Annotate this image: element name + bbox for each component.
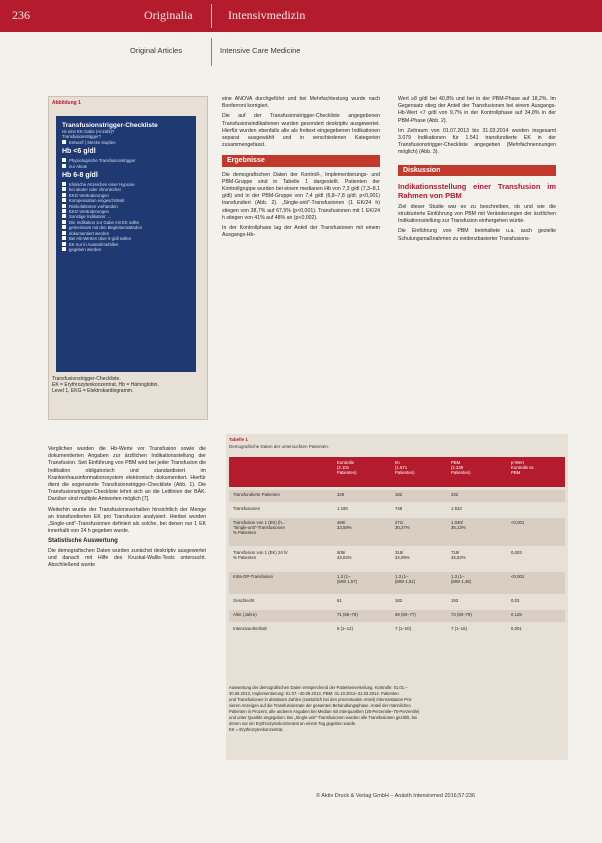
table-cell: Intensivaufenthalt (233, 626, 267, 631)
note-line: Patienten in Prozent, alle anderen Angaben bei Median mit Interquartilen (25-Perzentile–75-Perzentile) (229, 709, 420, 714)
checklist-item: Entwurf | Stecke stopfen (62, 140, 190, 145)
sub-label-right: Intensive Care Medicine (220, 46, 301, 55)
table-cell: 73 (60–79) (451, 612, 472, 617)
table-cell: Transfusion von 1 (EK) 24 h/ % Patienten (233, 550, 288, 560)
paragraph: Die Einführung von PBM beinhaltete u.a. auch gezielte Schulungsmaßnahmen zu evidenzbasierter Transfusions- (398, 228, 556, 242)
checklist-item: EKG-Veränderungen (62, 209, 190, 214)
checklist-item: Physiologische Transfusionstrigger (62, 158, 190, 163)
checkbox-icon (62, 214, 66, 218)
table-cell: 0,001 (511, 626, 522, 631)
table-row (229, 572, 565, 594)
table-cell: 271/ 30,27% (395, 520, 410, 530)
table-cell: <0,001 (511, 520, 525, 525)
sub-divider (211, 38, 212, 66)
checkbox-icon (62, 242, 66, 246)
column-header: Kontrolle (2.101 Patienten) (337, 460, 357, 475)
table-cell: 193 (451, 598, 459, 603)
checkbox-icon (62, 209, 66, 213)
checkbox-icon (62, 187, 66, 191)
note-line: Auswertung der demografischen Daten entsprechend der Patientenverteilung. Kontrolle: 01.01.– (229, 685, 408, 690)
table-cell: Transfusionen (233, 506, 261, 511)
paragraph: Die demografischen Daten der Kontroll-, Implementierungs- und PBM-Gruppe sind in Tabelle 1 dargestellt. Patienten der Kontrollgruppe wurden bei einem medianen Hb von 7,3 g/dl (7,3–8,1 g/dl) und in der PBM-Gruppe von 7,4 g/dl (6,8–7,8 g/dl; p<0,001) transfundiert (Abb. 2). „Single-unit"-Transfusionen (1 EK/24 h) stiegen von 38,7% auf 67,5% (p<0,001). Transfusionen mit 1 EK/24 h stiegen von 41% auf 48% an (p<0,002). (222, 171, 380, 221)
section-heading: Statistische Auswertung (48, 538, 118, 545)
table-row (229, 596, 565, 608)
table-cell: 7 (1–20) (395, 626, 412, 631)
table-cell: 315/ 34,09% (395, 550, 410, 560)
note-line: vieren Anzeigen auf die Transfusionsrate der gesamten Behandlungsphase. Anteil der männlichen (229, 703, 411, 708)
table-cell: <0,001 (511, 574, 525, 579)
table-row (229, 518, 565, 546)
checklist-title: Transfusionstrigger-Checkliste (62, 122, 158, 129)
checklist-item: bei akuter oder chronischer (62, 187, 190, 192)
checklist-subtitle: Ist eine EK-Gabe (Anzahl)? (62, 129, 115, 134)
figure-caption (52, 376, 202, 394)
checkbox-icon (62, 225, 66, 229)
table-cell: Geschlecht (233, 598, 255, 603)
table-row (229, 624, 565, 636)
column-header: p-Wert Kontrolle vs. PBM (511, 460, 535, 475)
table-row (229, 548, 565, 570)
table-cell: 0,003 (511, 550, 522, 555)
table-row (229, 490, 565, 502)
table-cell: 719/ 45,52% (451, 550, 466, 560)
column-header: IIn (1.571 Patienten) (395, 460, 415, 475)
sub-label-left: Original Articles (130, 46, 183, 55)
checklist-threshold: Hb <6 g/dl (62, 148, 96, 156)
checkbox-icon (62, 247, 66, 251)
table-row (229, 610, 565, 622)
table-cell: 7 (1–16) (451, 626, 468, 631)
checkbox-icon (62, 158, 66, 162)
checklist-item: Kompensation eingeschränkt (62, 198, 190, 203)
subsection-heading: Indikationsstellung einer Transfusion im Rahmen von PBM (398, 181, 556, 200)
left-column (48, 446, 206, 572)
table-cell: Transfundierte Patienten (233, 492, 280, 497)
table-row (229, 504, 565, 516)
paragraph: Die auf der Transfusionstrigger-Checkliste angegebenen Transfusionsindikationen wurden gesondert deskriptiv ausgewertet. Hierfür wurden ebenfalls alle als freitext eingegebenen Indikationen separat ausgewählt und in verschiedenen Kategorien zusammengefasst. (222, 113, 380, 149)
checkbox-icon (62, 204, 66, 208)
checkbox-icon (62, 193, 66, 197)
checklist-items (62, 129, 190, 252)
paragraph: Weiterhin wurde der Transfusionsverhalten hinsichtlich der Menge an transfundierten EK pro Transfusion analysiert. Hierbei wurden „Single-unit"-Transfusionen definiert als solche, bei denen nur 1 EK innerhalb von 24 h gegeben wurde. (48, 506, 206, 535)
checklist-item: gegeben werden (62, 247, 190, 252)
paragraph: Ziel dieser Studie war es zu beschreiben, ob und wie die strukturierte Einführung von PBM mit Veränderungen der ärztlichen Indikationsstellung zur Transfusion einhergehen würde. (398, 203, 556, 225)
table-cell: 505/ 43,04% (337, 550, 352, 560)
checklist-subtitle: Transfusionstrigger? (62, 134, 102, 140)
checkbox-icon (62, 231, 66, 235)
paragraph: Im Zeitraum von 01.07.2013 bis 31.03.2014 wurden insgesamt 3.079 Indikationen für 1.541 transfundierte EK in der Transfusionstrigger-Checkliste angegeben (Mehrfachnennungen möglich) (Abb. 3). (398, 127, 556, 156)
checkbox-icon (62, 182, 66, 186)
table-cell: 71 (65–79) (337, 612, 358, 617)
checklist-item: EK nur in Ausnahmefällen (62, 242, 190, 247)
checklist-item: Sonstige Indikation: ... (62, 214, 190, 219)
table-cell: 0,03 (511, 598, 520, 603)
table-cell: 182 (395, 598, 403, 603)
table-title: Demografische Daten der untersuchten Patienten. (229, 444, 330, 449)
page-number: 236 (12, 8, 30, 22)
checklist-item: nur Akute (62, 164, 190, 169)
table-cell: 332 (451, 492, 459, 497)
table-cell: 61 (337, 598, 342, 603)
table-cell: 6 (1–12) (337, 626, 354, 631)
table-cell: 69 (60–77) (395, 612, 416, 617)
caption-line: EK = Erythrozytenkonzentrat, Hb = Hämoglobin, (52, 382, 159, 388)
table-cell: Transfusion von 1 (EK) (h... "Single-unit"-Transfusionen % Patienten (233, 520, 286, 535)
paragraph: Verglichen wurden die Hb-Werte vor Transfusion sowie die dokumentierten Angaben zur ärztlichen Indikationsstellung der Transfusion. Seit Einführung von PBM wird bei jeder Transfusion die Indikation obligatorisch und standardisiert im Krankenhausinformationssystem elektronisch dokumentiert. Hierfür dient die sogenannte Transfusionstrigger-Checkliste (Abb. 1). Die Transfusionstrigger-Checkliste lehnt sich an die Leitlinien der BÄK. Darüber sind multiple Antworten möglich [7]. (48, 446, 206, 503)
table-cell: 1.030/ 35,13% (451, 520, 466, 530)
paragraph: Die demografischen Daten wurden zunächst deskriptiv ausgewertet und danach mit Hilfe des Kruskal-Wallis-Tests untersucht. Abschließend wurde (48, 547, 206, 569)
checkbox-icon (62, 220, 66, 224)
header-divider (211, 4, 212, 28)
checklist-box (56, 116, 196, 372)
table-cell: 1.533 (451, 506, 462, 511)
note-line: 30.06.2013, Implementierung: 01.07.–30.09.2013, PBM: 01.10.2013–31.03.2014. Patienten (229, 691, 399, 696)
table-cell: Intra-OP-Transfusion (233, 574, 273, 579)
checklist-item: Bei Hb-Werten über 8 g/dl sollen (62, 236, 190, 241)
caption-line: Transfusionstrigger-Checkliste. (52, 376, 121, 382)
table-cell: 1.190 (337, 506, 348, 511)
checklist-item: Die Indikation zur Gabe mit EK sollte (62, 220, 190, 225)
column-header: PBM (2.239 Patienten) (451, 460, 471, 475)
table-cell: 182 (395, 492, 403, 497)
checkbox-icon (62, 164, 66, 168)
table-header (229, 457, 565, 487)
note-line: EK = Erythrozytenkonzentrat. (229, 727, 284, 732)
right-column (398, 96, 556, 246)
checklist-item: Klinische Anzeichen einer Hypoxie (62, 182, 190, 187)
footer-copyright: © Aktiv Druck & Verlag GmbH – Anästh Intensivmed 2016;57:236 (316, 793, 476, 799)
checkbox-icon (62, 236, 66, 240)
paragraph: eine ANOVA durchgeführt und bei Mehrfachtestung wurde nach Bonferroni korrigiert. (222, 96, 380, 110)
table-cell: 0,125 (511, 612, 522, 617)
paragraph: Wert ≥8 g/dl bei 40,8% und bei in der PBM-Phase auf 18,2%. Im Gegensatz stieg der Anteil der Transfusionen bei einem Ausgangs-Hb-Wert <7 g/dl von 9,7% in der Kontrollphase auf 34,8% in der PBM-Phase (Abb. 2). (398, 96, 556, 124)
table-cell: 748 (395, 506, 403, 511)
table-cell: 460/ 23,59% (337, 520, 352, 530)
checklist-threshold: Hb 6-8 g/dl (62, 172, 98, 180)
checklist-item: Risikofaktoren vorhanden (62, 204, 190, 209)
note-line: denen nur ein Erythrozytenkonzentrat an einem Tag gegeben wurde. (229, 721, 357, 726)
results-heading: Ergebnisse (222, 155, 380, 166)
note-line: und Transfusionen in absoluten Zahlen (zusätzlich bei den prozentualen Anteil) Intensivstation Prä- (229, 697, 413, 702)
middle-column (222, 96, 380, 242)
table-label: Tabelle 1 (229, 437, 248, 442)
checklist-item: dokumentiert werden (62, 231, 190, 236)
table-cell: 329 (337, 492, 345, 497)
table-cell: 1,3 (1– (MW 1,57) (337, 574, 358, 584)
paragraph: In der Kontrollphase lag der Anteil der Transfusionen mit einem Ausgangs-Hb- (222, 225, 380, 239)
section-label: Originalia (144, 8, 193, 22)
table-cell: 1,3 (1– (MW 1,48) (451, 574, 472, 584)
table-cell: 1,3 (1– (MW 1,51) (395, 574, 416, 584)
figure-label: Abbildung 1 (52, 100, 81, 106)
table-note (229, 685, 565, 733)
checklist-item: EKG-Veränderungen (62, 193, 190, 198)
section-label-right: Intensivmedizin (228, 8, 306, 22)
table-cell: Alter (Jahre) (233, 612, 257, 617)
checkbox-icon (62, 140, 66, 144)
note-line: und unter Quartile angegeben. Bei „Single-unit"-Transfusionen wurden alle Transfusionen gezählt, bei (229, 715, 418, 720)
discussion-heading: Diskussion (398, 165, 556, 176)
checkbox-icon (62, 198, 66, 202)
checklist-item: gemeinsam mit den Begleitumständen (62, 225, 190, 230)
caption-line: Level 1, EKG = Elektrokardiogramm. (52, 388, 134, 394)
